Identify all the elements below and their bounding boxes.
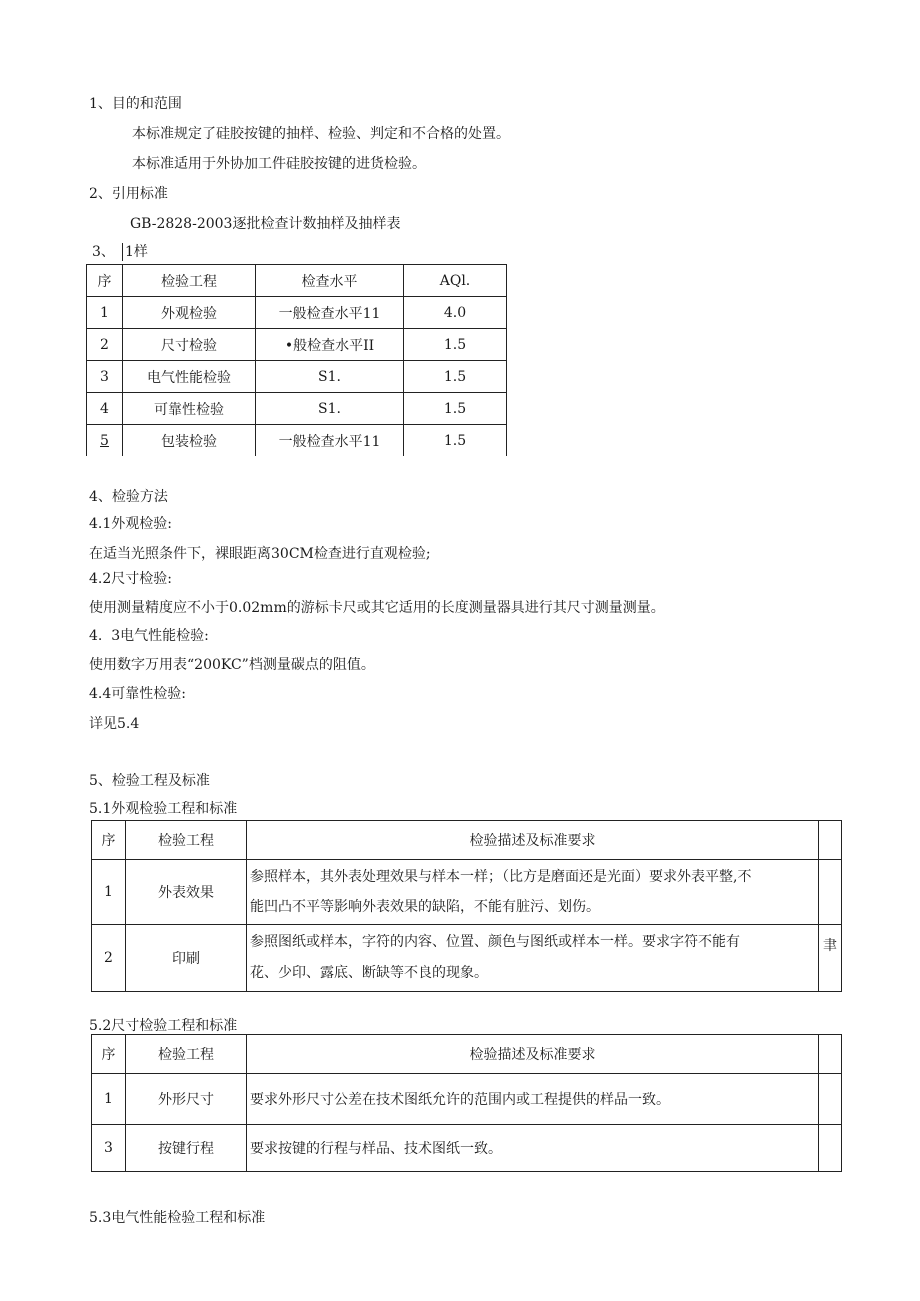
table-row [87, 361, 507, 393]
description-line: 能凹凸不平等影响外表效果的缺陷，不能有脏污、划伤。 [250, 899, 600, 915]
table-cell: 1.5 [404, 425, 507, 457]
header-cell: 序 [92, 1035, 126, 1074]
table-cell: S1. [256, 361, 404, 393]
table-cell-description [247, 860, 819, 925]
table-header-row [92, 821, 842, 860]
table-cell: •般检查水平II [256, 329, 404, 361]
header-cell: 检验工程 [126, 1035, 247, 1074]
header-cell: 检验描述及标准要求 [247, 821, 819, 860]
header-cell: 检验工程 [126, 821, 247, 860]
header-cell: 检查水平 [256, 265, 404, 297]
table-cell-description: 要求按键的行程与样品、技术图纸一致。 [247, 1125, 819, 1172]
section-2-reference: GB-2828-2003逐批检查计数抽样及抽样表 [130, 216, 401, 232]
table-cell-description [247, 925, 819, 992]
section-5-heading: 5、检验工程及标准 [89, 773, 210, 789]
section-4-3-text: 使用数字万用表“200KC”档测量碳点的阻值。 [89, 657, 375, 673]
section-5-2-title: 5.2尺寸检验工程和标准 [89, 1018, 238, 1034]
description-line: 参照样本，其外表处理效果与样本一样；（比方是磨面还是光面）要求外表平整,不 [250, 869, 752, 885]
table-row [87, 329, 507, 361]
table-cell: 4 [87, 393, 123, 425]
table-cell-description: 要求外形尺寸公差在技术图纸允许的范围内或工程提供的样品一致。 [247, 1074, 819, 1125]
table-cell: 尺寸检验 [123, 329, 256, 361]
table-cell: 3 [92, 1125, 126, 1172]
dimension-inspection-table [91, 1034, 842, 1172]
header-cell: AQl. [404, 265, 507, 297]
section-4-3-heading: 4. 3电气性能检验: [89, 628, 209, 644]
sampling-table [86, 264, 507, 456]
section-2-heading: 2、引用标准 [89, 186, 168, 202]
section-4-1-text: 在适当光照条件下，裸眼距离30CM检查进行直观检验; [89, 546, 431, 562]
table-row [92, 925, 842, 992]
row-number-underlined: 5 [100, 432, 109, 449]
table-cell: 1.5 [404, 329, 507, 361]
table-cell: 外表效果 [126, 860, 247, 925]
table-cell: 2 [92, 925, 126, 992]
table-cell [819, 860, 842, 925]
table-cell: 1.5 [404, 361, 507, 393]
section-4-4-text: 详见5.4 [89, 716, 140, 732]
header-cell: 序 [92, 821, 126, 860]
table-cell: 按键行程 [126, 1125, 247, 1172]
table-cell: 3 [87, 361, 123, 393]
table-cell: 聿 [819, 925, 842, 992]
table-row [87, 393, 507, 425]
table-cell: 外形尺寸 [126, 1074, 247, 1125]
table-cell: 1 [92, 860, 126, 925]
section-5-1-title: 5.1外观检验工程和标准 [89, 801, 238, 817]
table-row [87, 425, 507, 457]
table-cell: 1.5 [404, 393, 507, 425]
section-5-3-title: 5.3电气性能检验工程和标准 [89, 1210, 266, 1226]
table-header-row [87, 265, 507, 297]
table-cell: 1 [92, 1074, 126, 1125]
section-3-heading-text: 1样 [122, 243, 148, 261]
table-cell [819, 1074, 842, 1125]
description-line: 参照图纸或样本，字符的内容、位置、颜色与图纸或样本一样。要求字符不能有 [250, 934, 740, 950]
table-cell: 一般检查水平11 [256, 425, 404, 457]
header-cell: 序 [87, 265, 123, 297]
header-cell: 检验描述及标准要求 [247, 1035, 819, 1074]
header-cell: 检验工程 [123, 265, 256, 297]
table-cell: S1. [256, 393, 404, 425]
table-row [87, 297, 507, 329]
section-4-1-heading: 4.1外观检验: [89, 516, 172, 532]
description-line: 花、少印、露底、断缺等不良的现象。 [250, 965, 488, 981]
table-cell [87, 425, 123, 457]
table-cell: 2 [87, 329, 123, 361]
section-3-heading-number: 3、 [92, 244, 115, 260]
section-4-2-text: 使用测量精度应不小于0.02mm的游标卡尺或其它适用的长度测量器具进行其尺寸测量测量。 [89, 600, 665, 616]
table-header-row [92, 1035, 842, 1074]
table-cell: 1 [87, 297, 123, 329]
section-4-2-heading: 4.2尺寸检验: [89, 571, 172, 587]
table-cell: 印刷 [126, 925, 247, 992]
header-cell [819, 1035, 842, 1074]
section-1-paragraph-1: 本标准规定了硅胶按键的抽样、检验、判定和不合格的处置。 [132, 126, 510, 142]
table-cell: 外观检验 [123, 297, 256, 329]
table-cell: 一般检查水平11 [256, 297, 404, 329]
table-cell [819, 1125, 842, 1172]
table-row [92, 860, 842, 925]
table-cell: 可靠性检验 [123, 393, 256, 425]
header-cell [819, 821, 842, 860]
section-1-paragraph-2: 本标准适用于外协加工件硅胶按键的进货检验。 [132, 156, 426, 172]
table-cell: 包装检验 [123, 425, 256, 457]
table-cell: 电气性能检验 [123, 361, 256, 393]
table-row [92, 1074, 842, 1125]
section-4-heading: 4、检验方法 [89, 489, 168, 505]
appearance-inspection-table [91, 820, 842, 992]
table-cell: 4.0 [404, 297, 507, 329]
section-1-heading: 1、目的和范围 [89, 96, 182, 112]
section-4-4-heading: 4.4可靠性检验: [89, 686, 186, 702]
table-row [92, 1125, 842, 1172]
